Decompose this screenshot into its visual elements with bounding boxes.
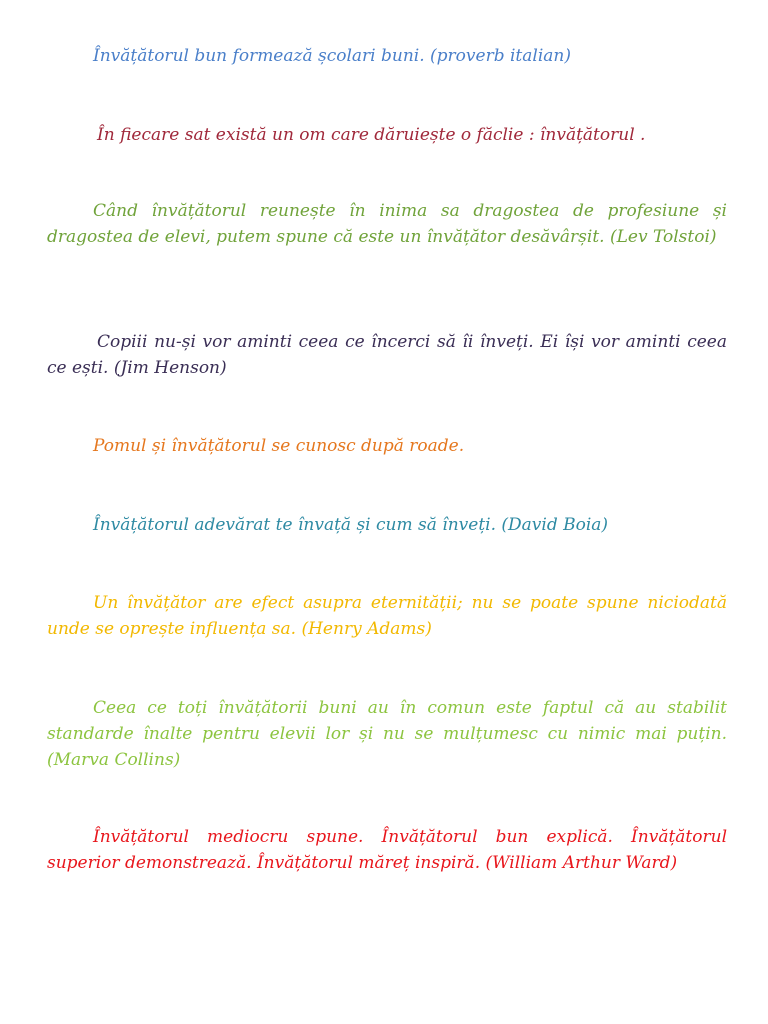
quote-2: În fiecare sat există un om care dăruiește o făclie : învățătorul .: [97, 125, 646, 145]
quote-4: Copiii nu-și vor aminti ceea ce încerci să îi înveți. Ei își vor aminti ceea ce ești. (Jim Henson): [47, 332, 727, 378]
quote-8: Ceea ce toți învățătorii buni au în comun este faptul că au stabilit standarde înalte pentru elevii lor și nu se mulțumesc cu nimic mai puțin. (Marva Collins): [47, 698, 727, 770]
quote-5: Pomul și învățătorul se cunosc după roade.: [93, 436, 465, 456]
quote-7: Un învățător are efect asupra eternității; nu se poate spune niciodată unde se oprește influența sa. (Henry Adams): [47, 593, 727, 639]
quote-6: Învățătorul adevărat te învață și cum să înveți. (David Boia): [93, 515, 609, 535]
quote-3: Când învățătorul reunește în inima sa dragostea de profesiune și dragostea de elevi, putem spune că este un învățător desăvârșit. (Lev Tolstoi): [47, 201, 727, 247]
quote-1: Învățătorul bun formează școlari buni. (proverb italian): [93, 46, 571, 66]
quote-9: Învățătorul mediocru spune. Învățătorul bun explică. Învățătorul superior demonstrează. Învățătorul măreț inspiră. (William Arthur Ward): [47, 827, 727, 873]
